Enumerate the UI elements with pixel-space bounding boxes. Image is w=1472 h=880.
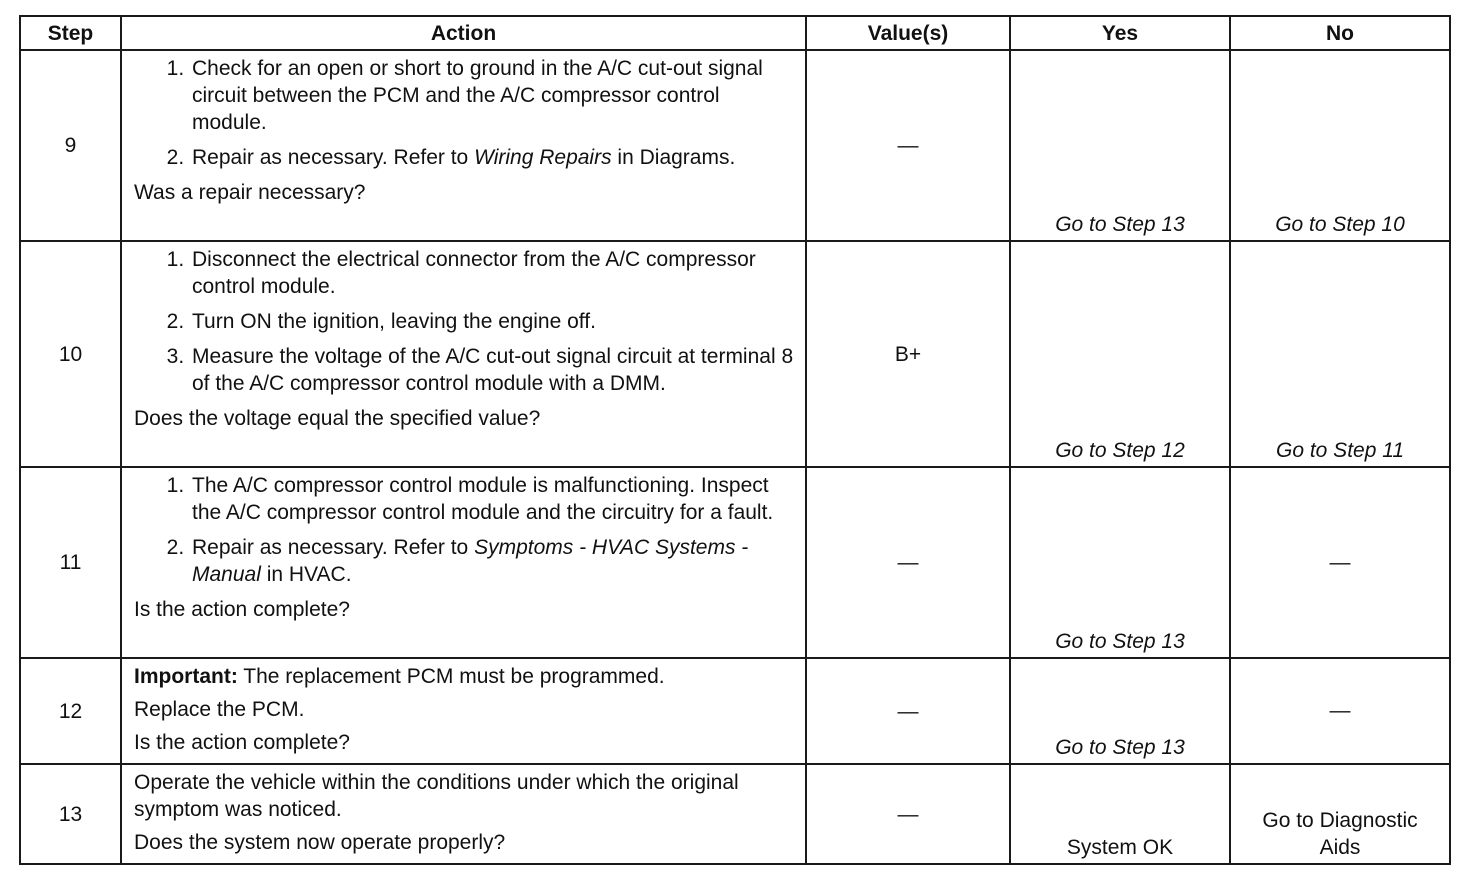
header-step: Step bbox=[20, 16, 121, 50]
value-cell: — bbox=[806, 50, 1010, 241]
action-cell bbox=[121, 764, 806, 864]
action-question: Is the action complete? bbox=[134, 598, 350, 621]
action-list bbox=[134, 246, 795, 397]
action-list bbox=[134, 472, 795, 588]
table-row bbox=[20, 467, 1450, 658]
action-cell bbox=[121, 50, 806, 241]
step-number: 11 bbox=[20, 467, 121, 658]
action-line: Replace the PCM. bbox=[134, 698, 305, 721]
yes-cell: Go to Step 12 bbox=[1010, 241, 1230, 467]
header-values: Value(s) bbox=[806, 16, 1010, 50]
no-text: Go to Diagnostic Aids bbox=[1262, 809, 1418, 859]
no-cell: Go to Step 11 bbox=[1230, 241, 1450, 467]
yes-cell: Go to Step 13 bbox=[1010, 50, 1230, 241]
no-cell bbox=[1230, 764, 1450, 864]
no-cell: Go to Step 10 bbox=[1230, 50, 1450, 241]
step-number: 12 bbox=[20, 658, 121, 764]
important-note: Important: The replacement PCM must be programmed. bbox=[134, 665, 665, 688]
diagnostic-table bbox=[19, 15, 1451, 865]
value-cell: — bbox=[806, 764, 1010, 864]
table-row bbox=[20, 658, 1450, 764]
header-row bbox=[20, 16, 1450, 50]
yes-cell: System OK bbox=[1010, 764, 1230, 864]
value-cell: — bbox=[806, 467, 1010, 658]
table-row bbox=[20, 241, 1450, 467]
value-cell: B+ bbox=[806, 241, 1010, 467]
no-cell: — bbox=[1230, 467, 1450, 658]
action-item: 2. Repair as necessary. Refer to Symptoms - HVAC Systems - Manual in HVAC. bbox=[190, 534, 795, 588]
no-cell: — bbox=[1230, 658, 1450, 764]
action-cell bbox=[121, 241, 806, 467]
yes-cell: Go to Step 13 bbox=[1010, 467, 1230, 658]
header-no: No bbox=[1230, 16, 1450, 50]
header-action: Action bbox=[121, 16, 806, 50]
action-line: Operate the vehicle within the conditions under which the original symptom was noticed. bbox=[134, 771, 739, 821]
yes-cell: Go to Step 13 bbox=[1010, 658, 1230, 764]
action-cell bbox=[121, 658, 806, 764]
action-question: Does the system now operate properly? bbox=[134, 831, 506, 854]
action-item: 3. Measure the voltage of the A/C cut-out signal circuit at terminal 8 of the A/C compressor control module with a DMM. bbox=[190, 343, 795, 397]
reference-link-text: Symptoms - HVAC Systems - Manual bbox=[192, 536, 749, 586]
action-question: Does the voltage equal the specified value? bbox=[134, 407, 541, 430]
action-cell bbox=[121, 467, 806, 658]
action-item: 1. The A/C compressor control module is malfunctioning. Inspect the A/C compressor control module and the circuitry for a fault. bbox=[190, 472, 795, 526]
table-row bbox=[20, 764, 1450, 864]
action-item: 1. Check for an open or short to ground in the A/C cut-out signal circuit between the PCM and the A/C compressor control module. bbox=[190, 55, 795, 136]
action-list bbox=[134, 55, 795, 171]
step-number: 13 bbox=[20, 764, 121, 864]
reference-link-text: Wiring Repairs bbox=[474, 146, 612, 169]
header-yes: Yes bbox=[1010, 16, 1230, 50]
step-number: 10 bbox=[20, 241, 121, 467]
action-item: 1. Disconnect the electrical connector from the A/C compressor control module. bbox=[190, 246, 795, 300]
action-question: Is the action complete? bbox=[134, 731, 350, 754]
value-cell: — bbox=[806, 658, 1010, 764]
action-question: Was a repair necessary? bbox=[134, 181, 366, 204]
important-label: Important: bbox=[134, 665, 238, 688]
table-row bbox=[20, 50, 1450, 241]
action-item: 2. Repair as necessary. Refer to Wiring Repairs in Diagrams. bbox=[190, 144, 795, 171]
step-number: 9 bbox=[20, 50, 121, 241]
action-item: 2. Turn ON the ignition, leaving the engine off. bbox=[190, 308, 795, 335]
